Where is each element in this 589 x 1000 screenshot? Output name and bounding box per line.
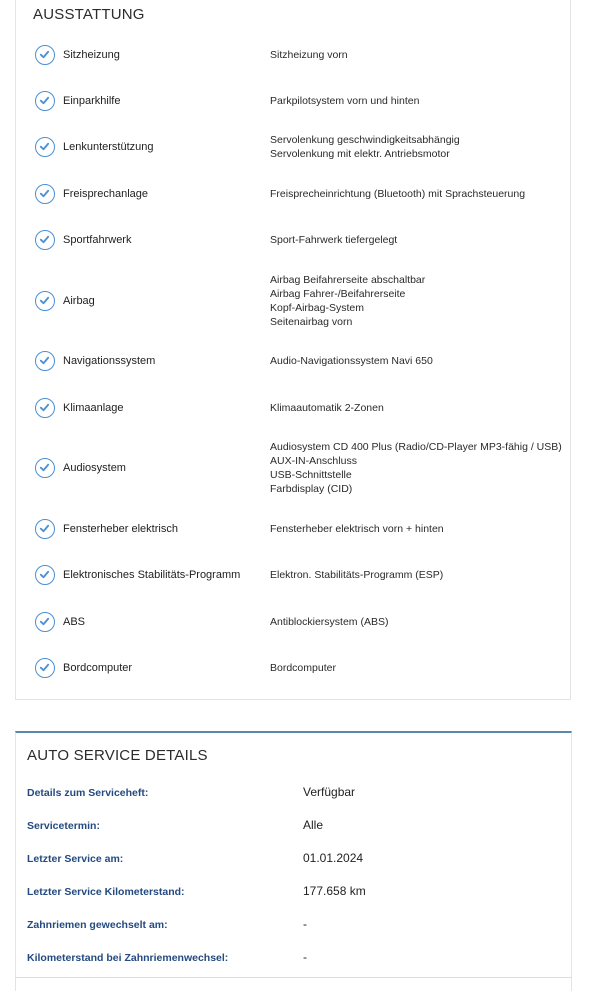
service-label: Kilometerstand bei Zahnriemenwechsel: [27, 952, 229, 964]
service-details-card [15, 731, 572, 991]
service-row [16, 948, 571, 970]
feature-details [270, 354, 433, 368]
service-value: - [303, 950, 307, 964]
feature-name: Lenkunterstützung [63, 141, 154, 153]
check-circle-icon [35, 184, 55, 204]
feature-name: Klimaanlage [63, 402, 124, 414]
feature-name: Sitzheizung [63, 49, 120, 61]
service-value: - [303, 917, 307, 931]
feature-detail-line: Freisprecheinrichtung (Bluetooth) mit Sprachsteuerung [270, 188, 526, 200]
feature-details [270, 233, 397, 247]
feature-detail-line: Sport-Fahrwerk tiefergelegt [270, 234, 398, 246]
feature-details [270, 661, 336, 675]
feature-details [270, 133, 460, 161]
feature-details [270, 94, 419, 108]
check-circle-icon [35, 658, 55, 678]
check-circle-icon [35, 137, 55, 157]
feature-detail-line: Audiosystem CD 400 Plus (Radio/CD-Player MP3-fähig / USB) [270, 441, 562, 453]
feature-detail-line: Fensterheber elektrisch vorn + hinten [270, 523, 444, 535]
feature-name: Navigationssystem [63, 355, 156, 367]
feature-detail-line: AUX-IN-Anschluss [270, 455, 357, 467]
feature-details [270, 187, 525, 201]
feature-detail-line: Bordcomputer [270, 662, 336, 674]
check-circle-icon [35, 351, 55, 371]
divider [15, 977, 572, 978]
service-label: Letzter Service am: [27, 853, 124, 865]
feature-name: Einparkhilfe [63, 95, 121, 107]
service-value: Alle [303, 818, 324, 832]
feature-details [270, 273, 425, 329]
feature-detail-line: Klimaautomatik 2-Zonen [270, 402, 384, 414]
feature-details [270, 522, 444, 536]
check-circle-icon [35, 458, 55, 478]
service-row [16, 882, 571, 904]
feature-detail-line: Airbag Fahrer-/Beifahrerseite [270, 288, 406, 300]
check-circle-icon [35, 230, 55, 250]
service-row [16, 816, 571, 838]
feature-detail-line: Seitenairbag vorn [270, 316, 353, 328]
check-circle-icon [35, 91, 55, 111]
feature-details [270, 440, 562, 496]
service-value: Verfügbar [303, 785, 356, 799]
feature-details [270, 401, 384, 415]
equipment-title: AUSSTATTUNG [33, 6, 145, 23]
feature-name: Audiosystem [63, 462, 126, 474]
service-label: Details zum Serviceheft: [27, 787, 149, 799]
service-row [16, 783, 571, 805]
check-circle-icon [35, 612, 55, 632]
feature-details [270, 568, 443, 582]
feature-name: Bordcomputer [63, 662, 133, 674]
feature-name: ABS [63, 616, 86, 628]
feature-detail-line: Servolenkung mit elektr. Antriebsmotor [270, 148, 450, 160]
feature-details [270, 615, 388, 629]
equipment-card [15, 0, 571, 700]
feature-name: Airbag [63, 295, 95, 307]
feature-detail-line: Elektron. Stabilitäts-Programm (ESP) [270, 569, 444, 581]
service-label: Letzter Service Kilometerstand: [27, 886, 185, 898]
feature-detail-line: Airbag Beifahrerseite abschaltbar [270, 274, 426, 286]
feature-details [270, 48, 348, 62]
check-circle-icon [35, 45, 55, 65]
feature-detail-line: Audio-Navigationssystem Navi 650 [270, 355, 433, 367]
feature-detail-line: Farbdisplay (CID) [270, 483, 353, 495]
feature-detail-line: Parkpilotsystem vorn und hinten [270, 95, 420, 107]
service-row [16, 849, 571, 871]
check-circle-icon [35, 565, 55, 585]
check-circle-icon [35, 291, 55, 311]
feature-name: Freisprechanlage [63, 188, 148, 200]
feature-detail-line: Kopf-Airbag-System [270, 302, 364, 314]
service-value: 01.01.2024 [303, 851, 364, 865]
feature-detail-line: USB-Schnittstelle [270, 469, 352, 481]
feature-name: Sportfahrwerk [63, 234, 132, 246]
check-circle-icon [35, 398, 55, 418]
service-row [16, 915, 571, 937]
service-value: 177.658 km [303, 884, 366, 898]
check-circle-icon [35, 519, 55, 539]
feature-detail-line: Antiblockiersystem (ABS) [270, 616, 389, 628]
feature-detail-line: Sitzheizung vorn [270, 49, 348, 61]
service-label: Servicetermin: [27, 820, 100, 832]
feature-detail-line: Servolenkung geschwindigkeitsabhängig [270, 134, 460, 146]
service-details-title: AUTO SERVICE DETAILS [27, 747, 208, 764]
service-label: Zahnriemen gewechselt am: [27, 919, 168, 931]
feature-name: Elektronisches Stabilitäts-Programm [63, 569, 241, 581]
feature-name: Fensterheber elektrisch [63, 523, 178, 535]
